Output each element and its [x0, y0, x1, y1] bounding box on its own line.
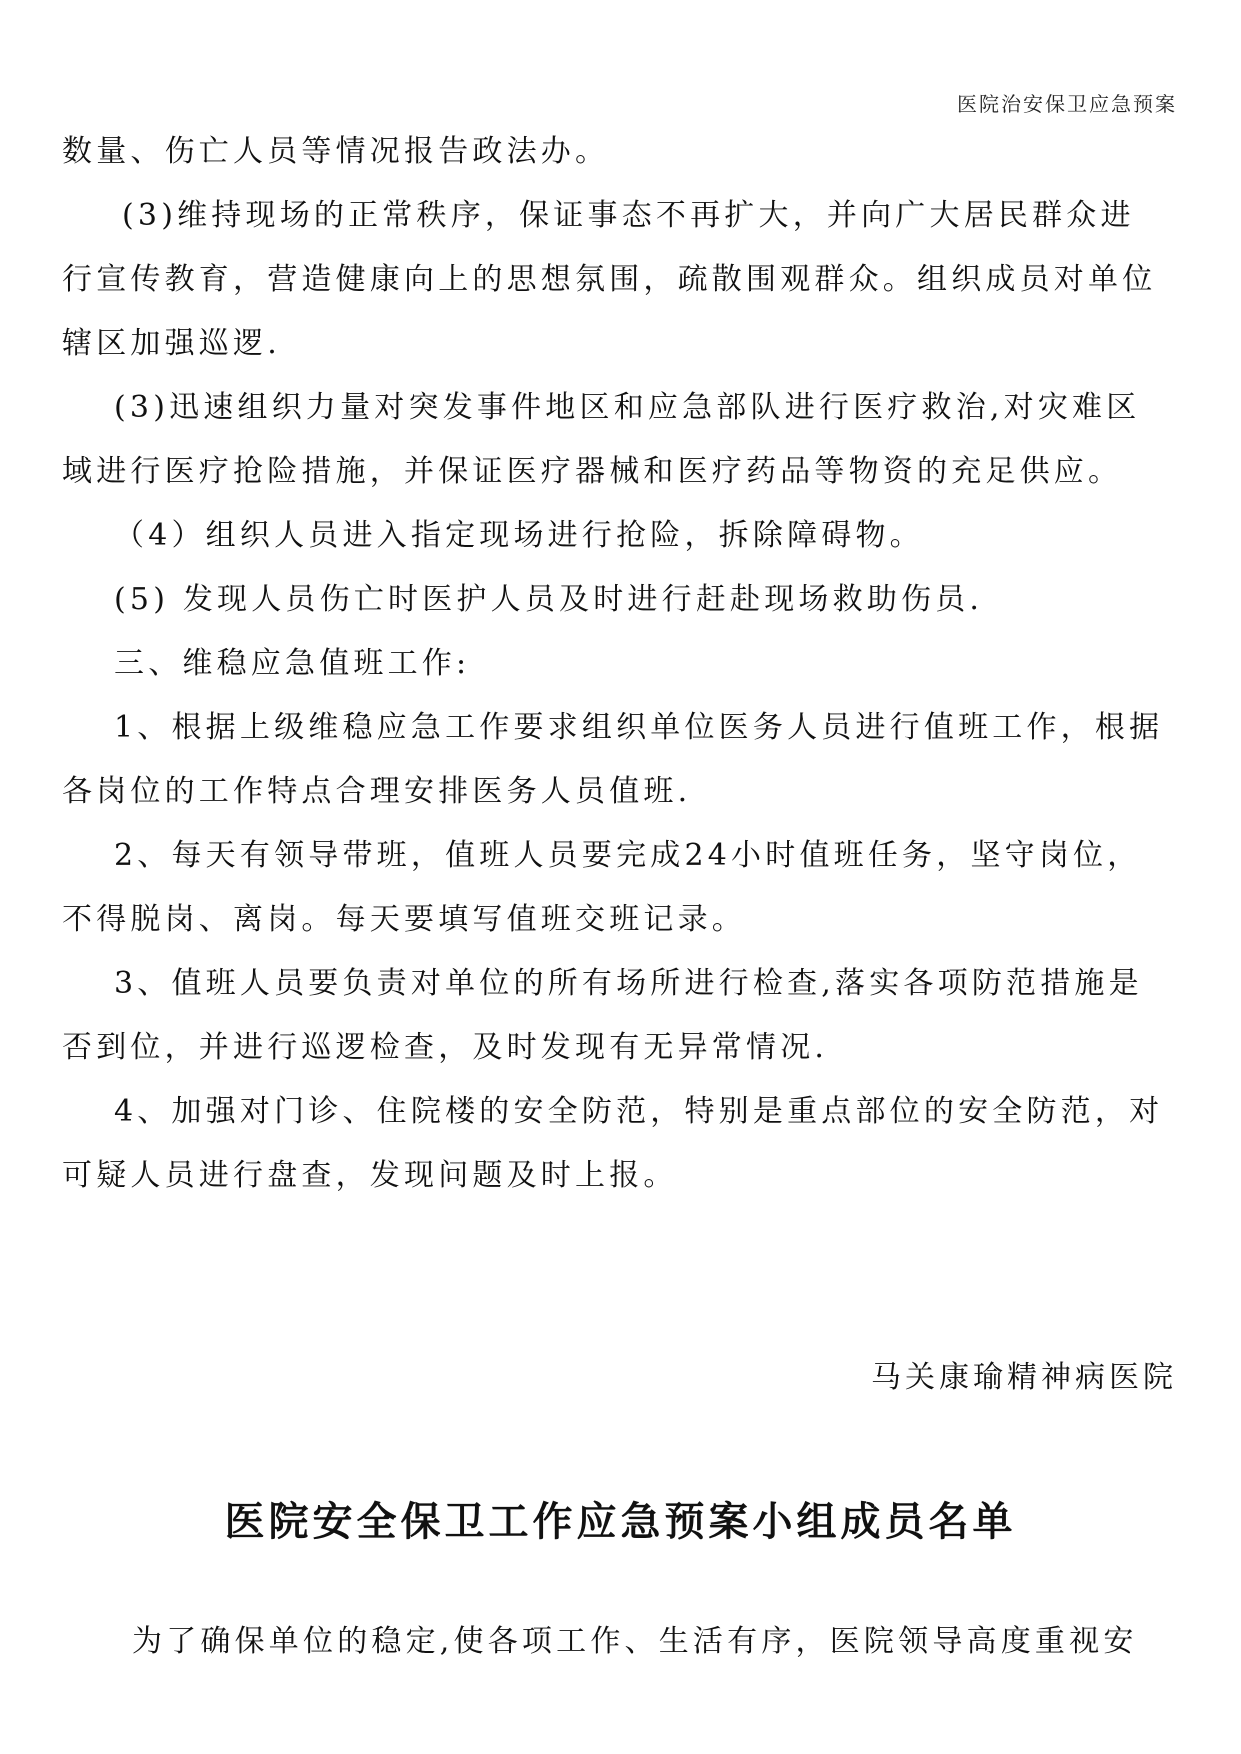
section-title: 医院安全保卫工作应急预案小组成员名单: [224, 1498, 1017, 1545]
intro-paragraph-line: 为了确保单位的稳定,使各项工作、生活有序，医院领导高度重视安: [132, 1624, 1138, 1659]
paragraph-line: (5) 发现人员伤亡时医护人员及时进行赶赴现场救助伤员.: [114, 582, 984, 617]
body-text: [62, 120, 1180, 1208]
paragraph-line: 可疑人员进行盘查，发现问题及时上报。: [62, 1158, 678, 1193]
signature-organization: 马关康瑜精神病医院: [871, 1360, 1177, 1395]
paragraph-line: 3、值班人员要负责对单位的所有场所进行检查,落实各项防范措施是: [114, 966, 1143, 1001]
paragraph-line: 数量、伤亡人员等情况报告政法办。: [62, 134, 610, 169]
paragraph-line: 域进行医疗抢险措施，并保证医疗器械和医疗药品等物资的充足供应。: [62, 454, 1123, 489]
paragraph-line: 否到位，并进行巡逻检查，及时发现有无异常情况.: [62, 1030, 829, 1065]
paragraph-line: 行宣传教育，营造健康向上的思想氛围，疏散围观群众。组织成员对单位: [62, 262, 1157, 297]
paragraph-line: (3)维持现场的正常秩序，保证事态不再扩大，并向广大居民群众进: [122, 198, 1135, 233]
running-header: 医院治安保卫应急预案: [957, 92, 1177, 116]
section-heading: 三、维稳应急值班工作:: [114, 646, 471, 681]
paragraph-line: (3)迅速组织力量对突发事件地区和应急部队进行医疗救治,对灾难区: [114, 390, 1141, 425]
paragraph-line: 4、加强对门诊、住院楼的安全防范，特别是重点部位的安全防范，对: [114, 1094, 1164, 1129]
paragraph-line: 辖区加强巡逻.: [62, 326, 281, 361]
paragraph-line: 各岗位的工作特点合理安排医务人员值班.: [62, 774, 692, 809]
paragraph-line: 2、每天有领导带班，值班人员要完成24小时值班任务，坚守岗位，: [114, 838, 1142, 873]
paragraph-line: 不得脱岗、离岗。每天要填写值班交班记录。: [62, 902, 746, 937]
paragraph-line: 1、根据上级维稳应急工作要求组织单位医务人员进行值班工作，根据: [114, 710, 1164, 745]
paragraph-line: （4）组织人员进入指定现场进行抢险，拆除障碍物。: [114, 518, 924, 553]
